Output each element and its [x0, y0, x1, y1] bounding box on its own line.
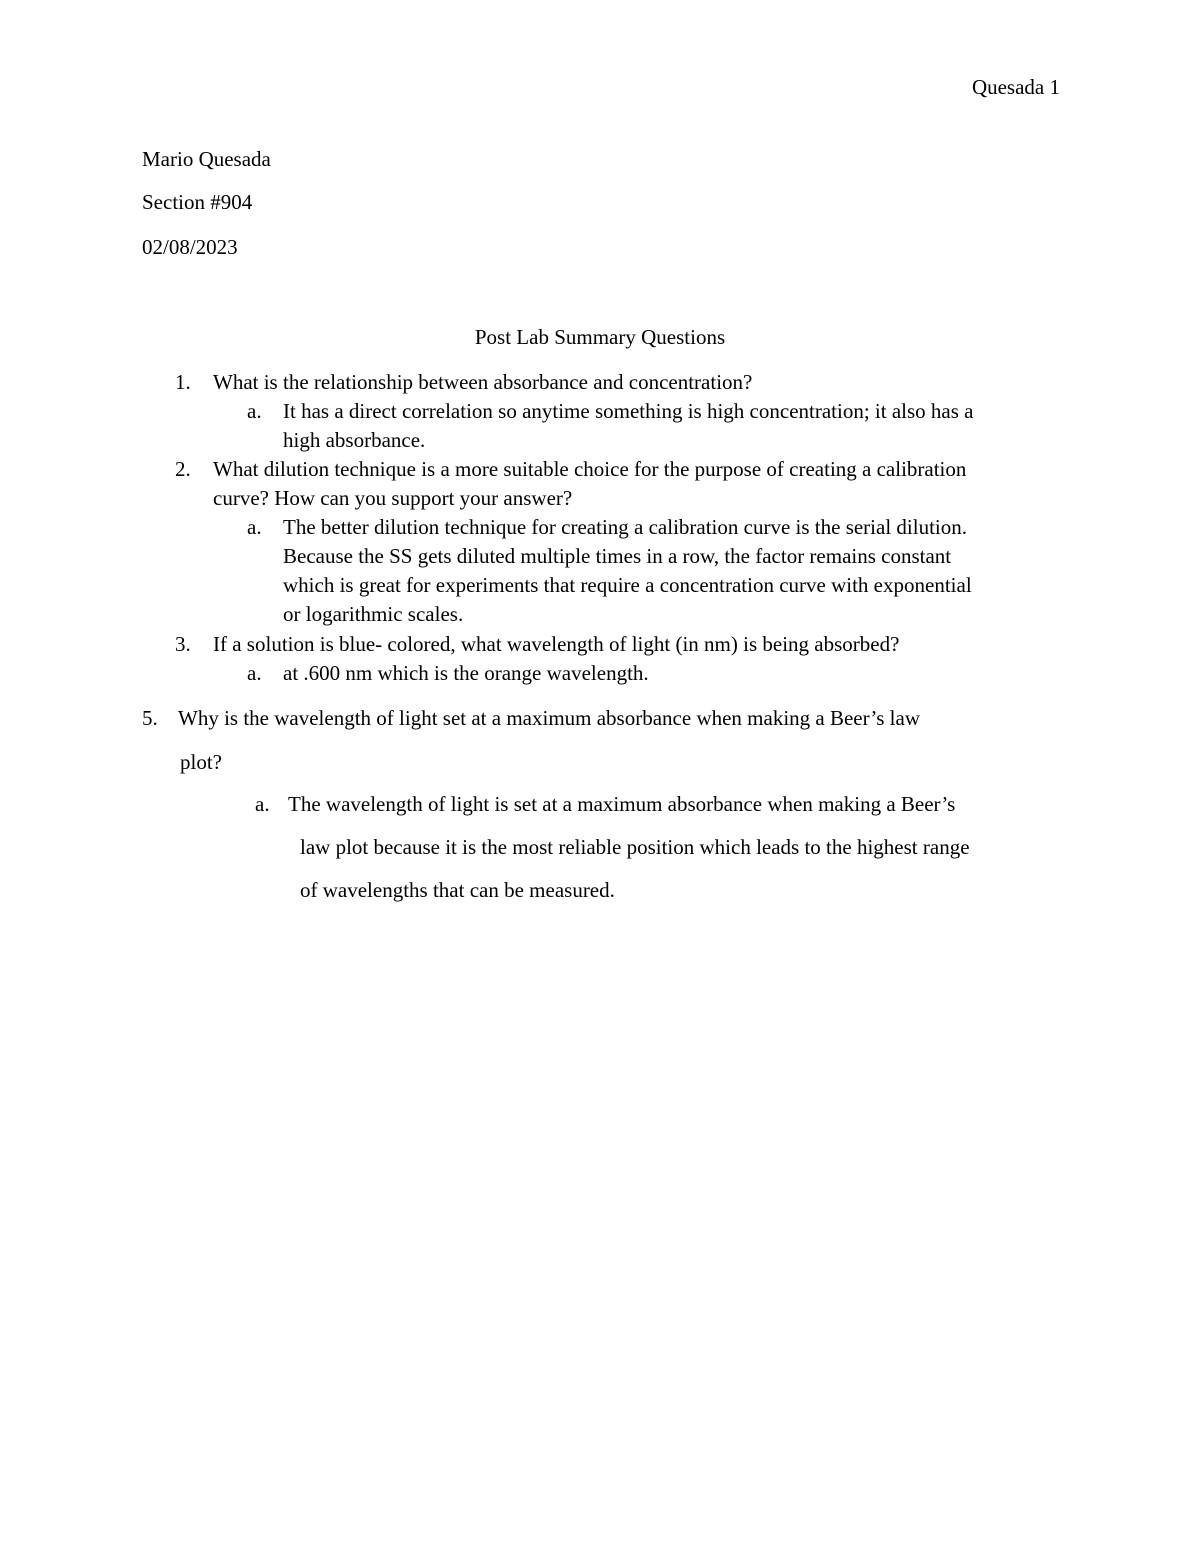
- question-2-text: curve? How can you support your answer?: [213, 486, 573, 510]
- question-5-answer-line: The wavelength of light is set at a maximum absorbance when making a Beer’s: [288, 792, 956, 816]
- question-2-answer-line: which is great for experiments that require a concentration curve with exponential: [283, 573, 972, 597]
- question-3-text: If a solution is blue- colored, what wavelength of light (in nm) is being absorbed?: [213, 632, 900, 656]
- student-name: Mario Quesada: [142, 147, 271, 171]
- question-2-answer-label: a.: [247, 515, 262, 539]
- section-number: Section #904: [142, 190, 253, 214]
- running-head: Quesada 1: [971, 75, 1060, 99]
- question-5-answer-line: of wavelengths that can be measured.: [300, 878, 615, 902]
- question-3-answer-label: a.: [247, 661, 262, 685]
- question-1-answer-label: a.: [247, 399, 262, 423]
- document-title: Post Lab Summary Questions: [474, 325, 726, 349]
- question-3-number: 3.: [175, 632, 191, 656]
- question-1-text: What is the relationship between absorbance and concentration?: [213, 370, 753, 394]
- question-2-number: 2.: [175, 457, 191, 481]
- question-5-answer-label: a.: [255, 792, 270, 816]
- question-1-number: 1.: [175, 370, 191, 394]
- question-1-answer-line: It has a direct correlation so anytime something is high concentration; it also has a: [283, 399, 974, 423]
- question-5-answer-line: law plot because it is the most reliable position which leads to the highest range: [300, 835, 970, 859]
- question-1-answer-line: high absorbance.: [283, 428, 426, 452]
- question-5-number: 5.: [142, 706, 158, 730]
- question-2-answer-line: or logarithmic scales.: [283, 602, 464, 626]
- question-5-text: plot?: [180, 750, 222, 774]
- question-2-text: What dilution technique is a more suitable choice for the purpose of creating a calibration: [213, 457, 967, 481]
- question-2-answer-line: Because the SS gets diluted multiple times in a row, the factor remains constant: [283, 544, 952, 568]
- document-date: 02/08/2023: [142, 235, 238, 259]
- question-3-answer-line: at .600 nm which is the orange wavelength.: [283, 661, 649, 685]
- question-5-text: Why is the wavelength of light set at a maximum absorbance when making a Beer’s law: [178, 706, 920, 730]
- question-2-answer-line: The better dilution technique for creating a calibration curve is the serial dilution.: [283, 515, 968, 539]
